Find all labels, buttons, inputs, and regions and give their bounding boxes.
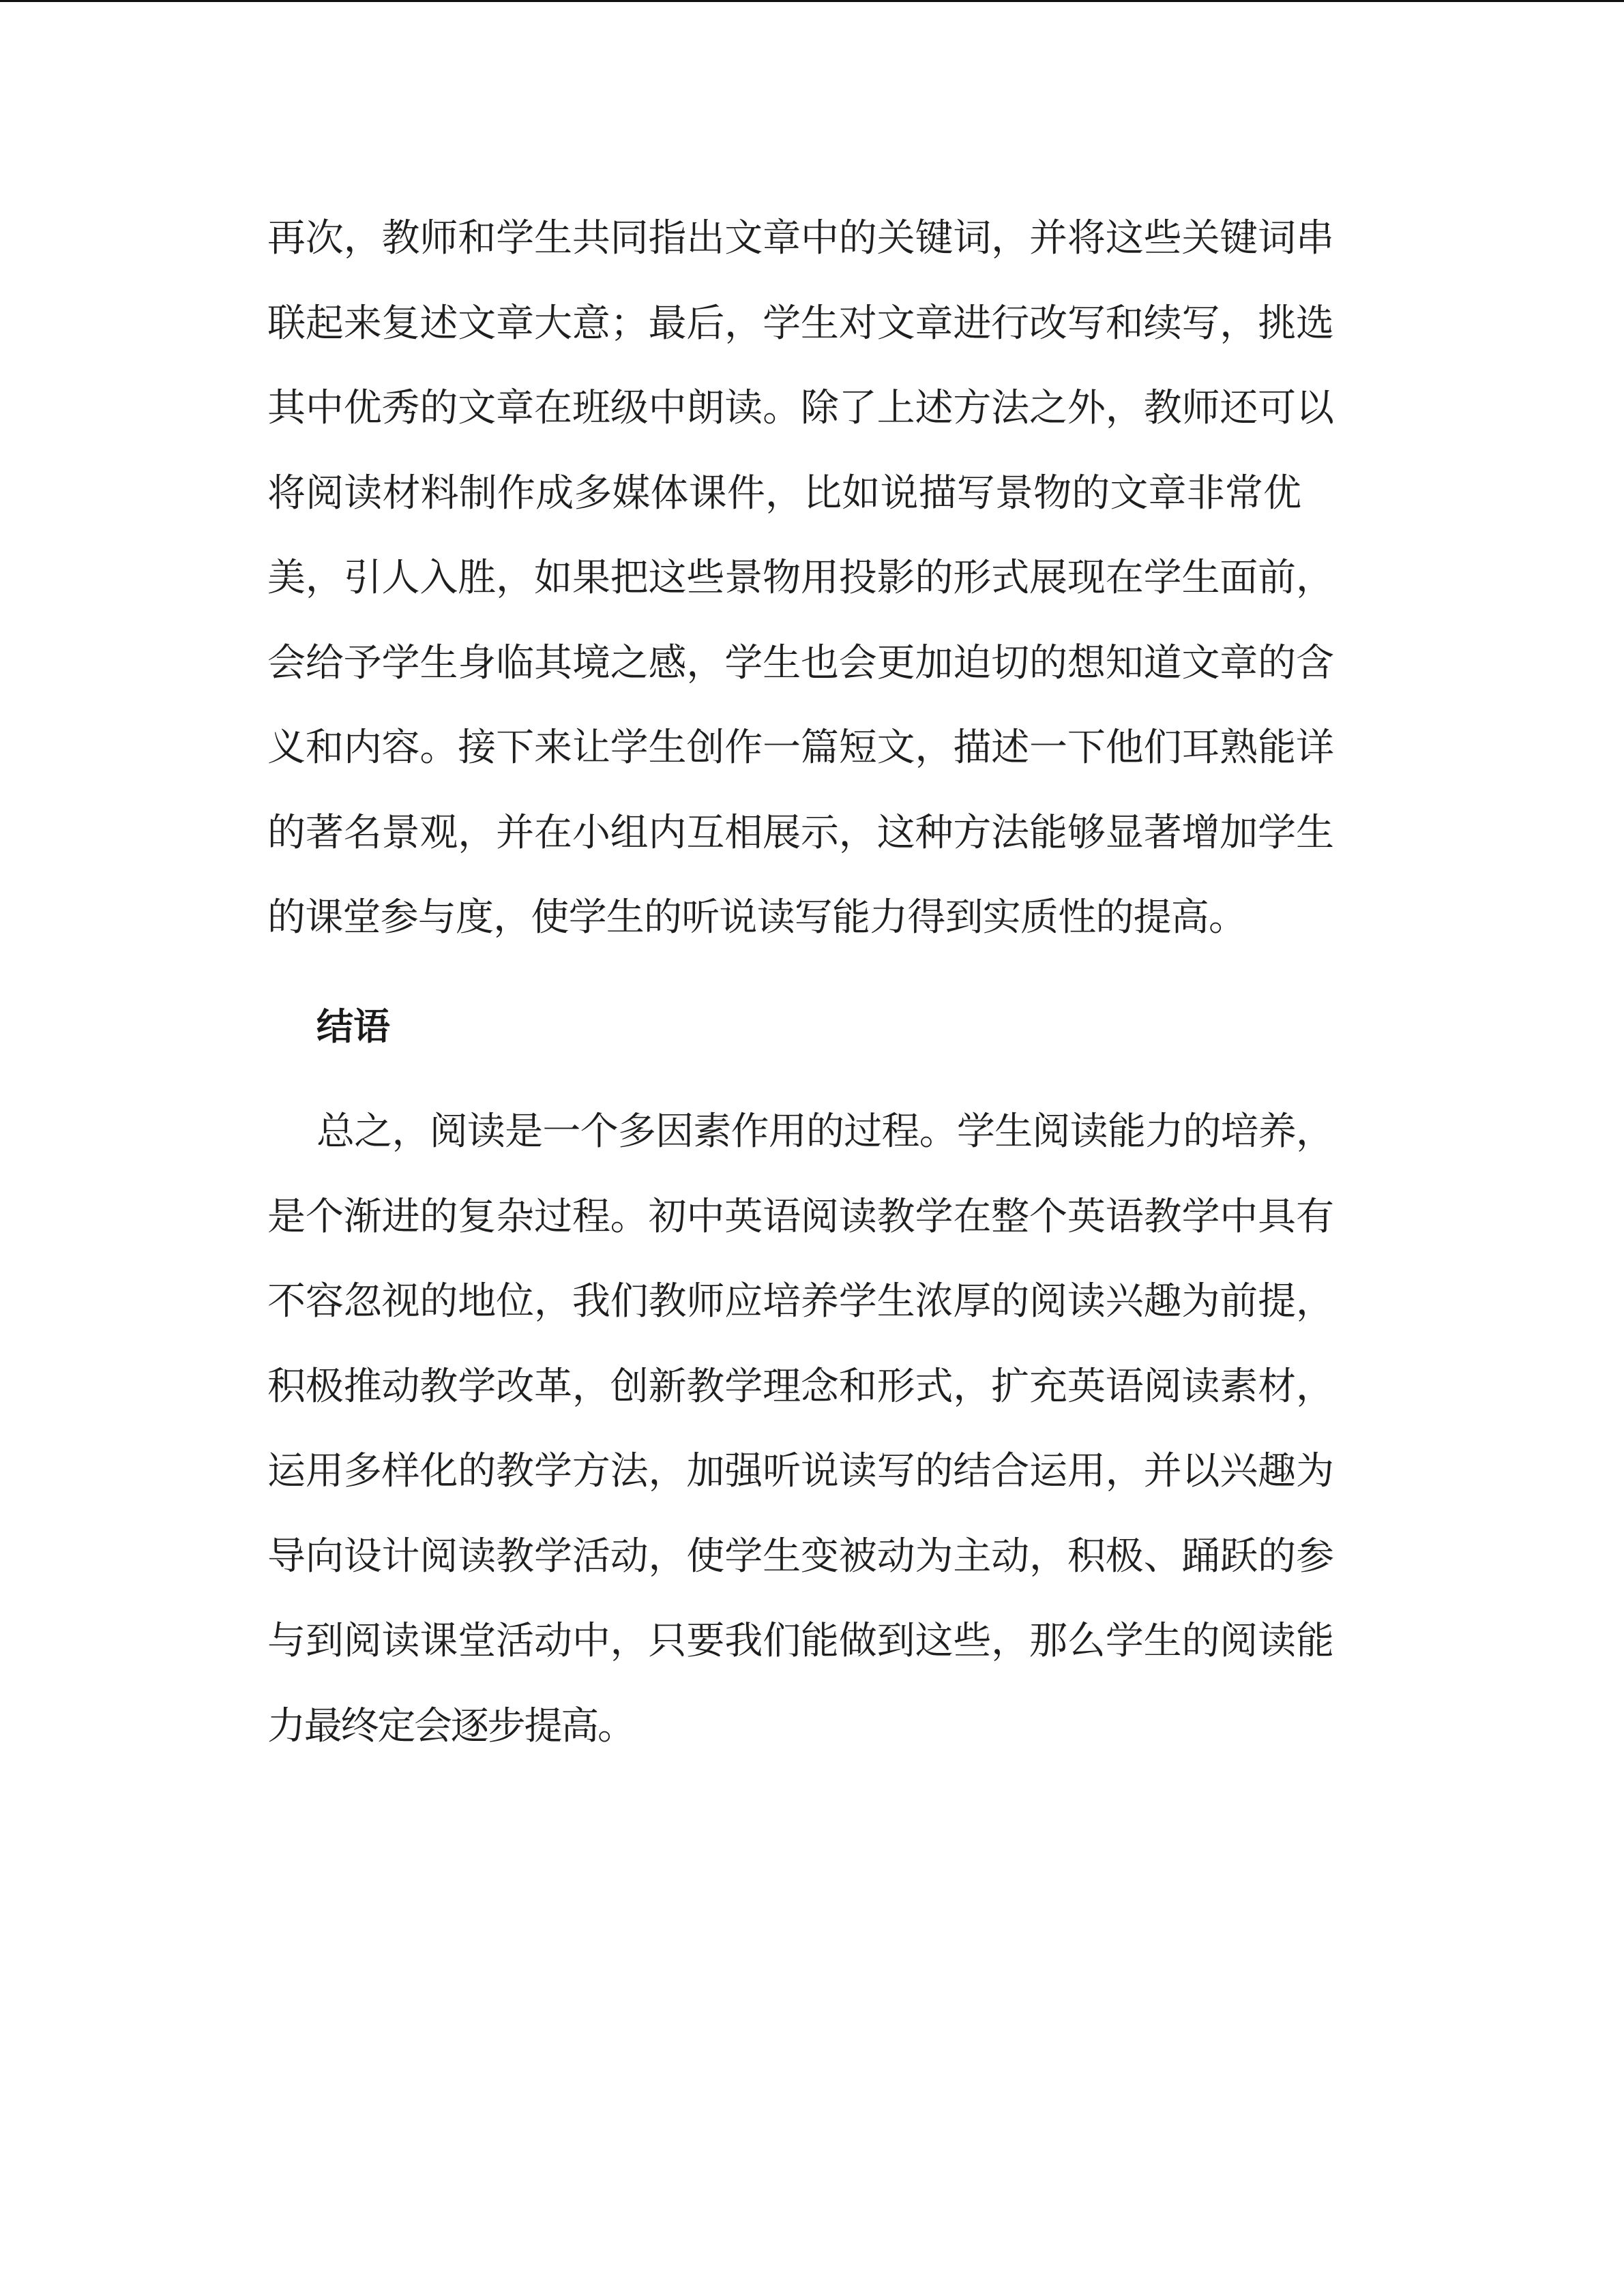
paragraph-line: 会给予学生身临其境之感，学生也会更加迫切的想知道文章的含 bbox=[267, 641, 1334, 685]
paragraph-line: 与到阅读课堂活动中，只要我们能做到这些，那么学生的阅读能 bbox=[267, 1619, 1334, 1663]
paragraph-line: 的著名景观，并在小组内互相展示，这种方法能够显著增加学生 bbox=[267, 811, 1334, 855]
paragraph-line: 积极推动教学改革，创新教学理念和形式，扩充英语阅读素材， bbox=[267, 1365, 1334, 1409]
paragraph-line: 其中优秀的文章在班级中朗读。除了上述方法之外，教师还可以 bbox=[267, 386, 1334, 430]
paragraph-line: 导向设计阅读教学活动，使学生变被动为主动，积极、踊跃的参 bbox=[267, 1534, 1334, 1579]
paragraph-line: 运用多样化的教学方法，加强听说读写的结合运用，并以兴趣为 bbox=[267, 1449, 1334, 1493]
paragraph-line: 总之，阅读是一个多因素作用的过程。学生阅读能力的培养， bbox=[316, 1109, 1334, 1154]
paragraph-line: 再次，教师和学生共同指出文章中的关键词，并将这些关键词串 bbox=[267, 216, 1334, 260]
paragraph-line: 将阅读材料制作成多媒体课件，比如说描写景物的文章非常优 bbox=[267, 471, 1302, 516]
paragraph-line: 力最终定会逐步提高。 bbox=[267, 1704, 634, 1748]
section-heading: 结语 bbox=[316, 1005, 390, 1048]
paragraph-line: 的课堂参与度，使学生的听说读写能力得到实质性的提高。 bbox=[267, 895, 1247, 940]
paragraph-line: 是个渐进的复杂过程。初中英语阅读教学在整个英语教学中具有 bbox=[267, 1195, 1334, 1239]
top-border-rule bbox=[0, 0, 1624, 2]
paragraph-line: 美，引人入胜，如果把这些景物用投影的形式展现在学生面前， bbox=[267, 556, 1334, 600]
paragraph-line: 联起来复述文章大意；最后，学生对文章进行改写和续写，挑选 bbox=[267, 301, 1334, 346]
paragraph-line: 不容忽视的地位，我们教师应培养学生浓厚的阅读兴趣为前提， bbox=[267, 1279, 1334, 1324]
paragraph-line: 义和内容。接下来让学生创作一篇短文，描述一下他们耳熟能详 bbox=[267, 726, 1334, 770]
